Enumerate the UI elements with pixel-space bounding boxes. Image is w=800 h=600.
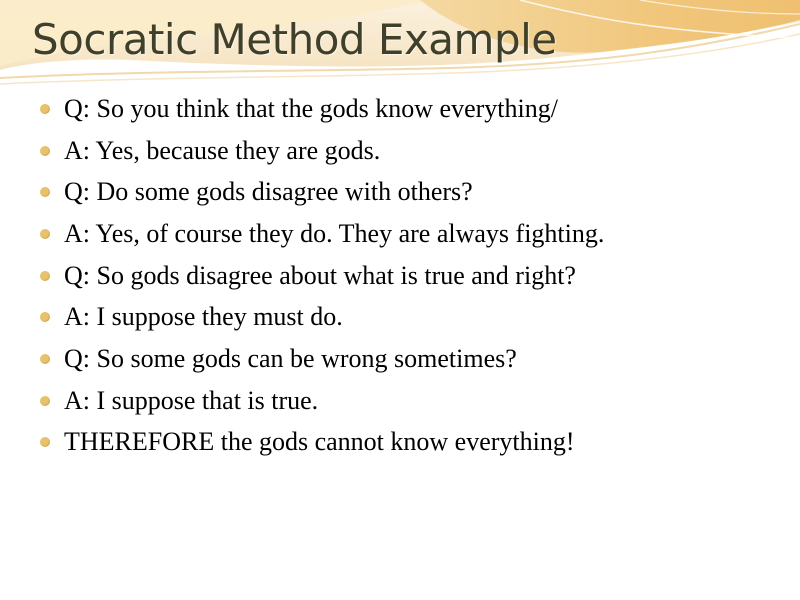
- list-item: [40, 255, 780, 297]
- bullet-text: A: I suppose they must do.: [64, 302, 343, 332]
- bullet-text: A: Yes, because they are gods.: [64, 135, 381, 165]
- bullet-dot-icon: [40, 312, 50, 322]
- list-item: [40, 422, 780, 464]
- bullet-text: A: I suppose that is true.: [64, 385, 319, 415]
- bullet-dot-icon: [40, 437, 50, 447]
- list-item: [40, 380, 780, 422]
- bullet-dot-icon: [40, 354, 50, 364]
- bullet-text: Q: Do some gods disagree with others?: [64, 177, 473, 207]
- bullet-text: THEREFORE the gods cannot know everything!: [64, 427, 575, 457]
- list-item: [40, 171, 780, 213]
- bullet-dot-icon: [40, 396, 50, 406]
- slide-title: Socratic Method Example: [32, 15, 557, 64]
- bullet-text: Q: So gods disagree about what is true and right?: [64, 260, 576, 290]
- list-item: [40, 88, 780, 130]
- list-item: [40, 130, 780, 172]
- list-item: [40, 213, 780, 255]
- bullet-text: Q: So some gods can be wrong sometimes?: [64, 343, 517, 373]
- bullet-text: Q: So you think that the gods know everything/: [64, 93, 558, 123]
- bullet-dot-icon: [40, 146, 50, 156]
- list-item: [40, 338, 780, 380]
- bullet-dot-icon: [40, 229, 50, 239]
- bullet-list: [40, 88, 780, 463]
- bullet-dot-icon: [40, 104, 50, 114]
- bullet-dot-icon: [40, 271, 50, 281]
- bullet-text: A: Yes, of course they do. They are always fighting.: [64, 218, 605, 248]
- bullet-dot-icon: [40, 187, 50, 197]
- list-item: [40, 296, 780, 338]
